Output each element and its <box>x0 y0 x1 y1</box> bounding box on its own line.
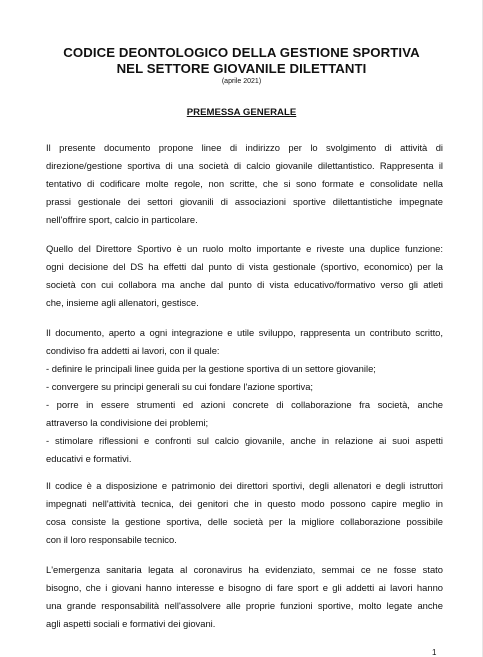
paragraph-line: tentativo di codificare molte regole, non scritte, che si sono formate e consolidate nella <box>46 178 443 189</box>
list-item: - definire le principali linee guida per la gestione sportiva di un settore giovanile; <box>46 363 376 374</box>
page-number: 1 <box>432 648 437 657</box>
document-title-line-2: NEL SETTORE GIOVANILE DILETTANTI <box>116 61 367 76</box>
paragraph-line: prassi gestionale dei settori giovanili di associazioni sportive dilettantistiche impegnate <box>46 196 443 207</box>
paragraph-3 <box>46 324 443 468</box>
paragraph-line: Quello del Direttore Sportivo è un ruolo molto importante e riveste una duplice funzione: <box>46 243 443 254</box>
paragraph-line: una grande responsabilità nell'assolvere alle proprie funzioni sportive, molto legate anche <box>46 600 443 611</box>
list-item: - stimolare riflessioni e confronti sul calcio giovanile, anche in relazione ai suoi aspetti <box>46 435 443 446</box>
paragraph-line: impegnati nell'attività tecnica, dei genitori che in questo modo possono capire meglio in <box>46 498 443 509</box>
paragraph-line: Il codice è a disposizione e patrimonio dei direttori sportivi, degli allenatori e degli istruttori <box>46 480 443 491</box>
document-title-line-1: CODICE DEONTOLOGICO DELLA GESTIONE SPORTIVA <box>63 45 420 60</box>
paragraph-line: Il documento, aperto a ogni integrazione e utile sviluppo, rappresenta un contributo scritto, <box>46 327 443 338</box>
paragraph-line: condiviso fra addetti ai lavori, con il quale: <box>46 345 220 356</box>
list-item-continuation: attraverso la condivisione dei problemi; <box>46 417 209 428</box>
list-item: - convergere su principi generali su cui fondare l'azione sportiva; <box>46 381 314 392</box>
paragraph-line: società con cui collabora ma anche dal punto di vista educativo/formativo verso gli atleti <box>46 279 443 290</box>
paragraph-line: direzione/gestione sportiva di una società di calcio giovanile dilettantistico. Rappresenta il <box>46 160 443 171</box>
paragraph-line: cosa consiste la gestione sportiva, delle società per la migliore collaborazione possibile <box>46 516 443 527</box>
paragraph-line: con il loro responsabile tecnico. <box>46 534 177 545</box>
paragraph-line: L'emergenza sanitaria legata al coronavirus ha evidenziato, semmai ce ne fosse stato <box>46 564 443 575</box>
list-item-continuation: educativi e formativi. <box>46 453 132 464</box>
paragraph-line: Il presente documento propone linee di indirizzo per lo svolgimento di attività di <box>46 142 443 153</box>
paragraph-5 <box>46 561 443 633</box>
list-item: - porre in essere strumenti ed azioni concrete di collaborazione fra società, anche <box>46 399 443 410</box>
paragraph-line: che, insieme agli allenatori, gestisce. <box>46 297 199 308</box>
paragraph-line: bisogno, che i giovani hanno interesse e bisogno di fare sport e gli addetti ai lavori hanno <box>46 582 443 593</box>
paragraph-line: nell'offrire sport, calcio in particolare. <box>46 214 198 225</box>
section-heading: PREMESSA GENERALE <box>186 107 297 118</box>
paragraph-line: ogni decisione del DS ha effetti dal punto di vista gestionale (sportivo, economico) per la <box>46 261 443 272</box>
paragraph-line: agli aspetti sociali e formativi dei giovani. <box>46 618 216 629</box>
paragraph-1 <box>46 139 443 229</box>
paragraph-2 <box>46 240 443 312</box>
document-date: (aprile 2021) <box>221 78 262 85</box>
paragraph-4 <box>46 477 443 549</box>
